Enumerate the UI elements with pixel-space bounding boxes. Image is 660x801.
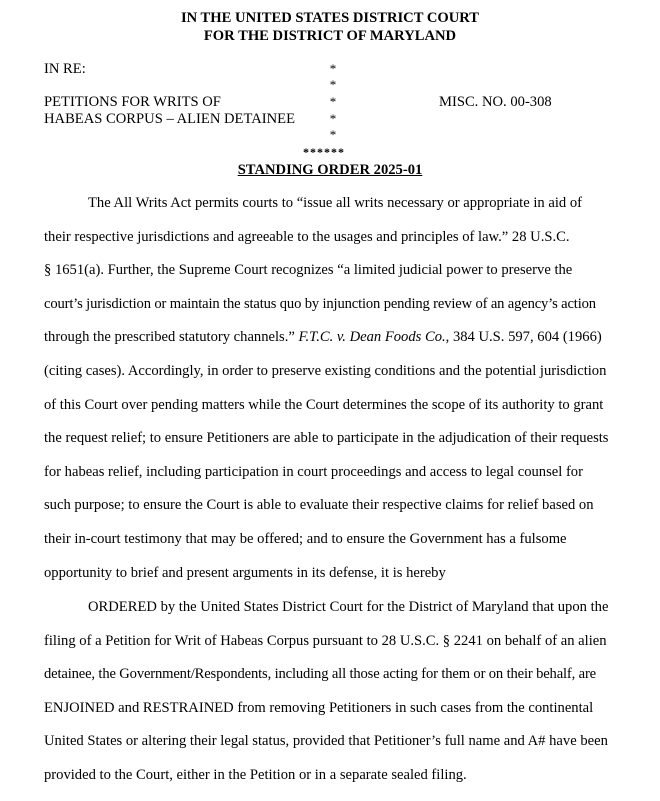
- case-citation: F.T.C. v. Dean Foods Co.: [298, 329, 446, 346]
- petition-title-line-2: HABEAS CORPUS – ALIEN DETAINEE: [44, 111, 295, 127]
- paragraph-line: court’s jurisdiction or maintain the status quo by injunction pending review of an agency’s action: [44, 295, 596, 312]
- paragraph-1: [44, 187, 620, 590]
- paragraph-2: [44, 591, 620, 793]
- paragraph-line: opportunity to brief and present arguments in its defense, it is hereby: [44, 564, 446, 581]
- court-name-line-2: FOR THE DISTRICT OF MARYLAND: [203, 28, 457, 44]
- caption-star: *: [329, 127, 337, 142]
- caption-star: *: [329, 61, 337, 76]
- paragraph-line: filing of a Petition for Writ of Habeas Corpus pursuant to 28 U.S.C. § 2241 on behalf of an alien: [44, 632, 607, 649]
- paragraph-line: for habeas relief, including participation in court proceedings and access to legal counsel for: [44, 463, 583, 480]
- paragraph-line: the request relief; to ensure Petitioners are able to participate in the adjudication of their requests: [44, 430, 609, 447]
- paragraph-line: their respective jurisdictions and agreeable to the usages and principles of law.” 28 U.S.C.: [44, 228, 570, 245]
- paragraph-line: United States or altering their legal status, provided that Petitioner’s full name and A# have been: [44, 733, 608, 750]
- paragraph-line: through the prescribed statutory channels.” F.T.C. v. Dean Foods Co., 384 U.S. 597, 604 (1966): [44, 329, 602, 346]
- paragraph-line: The All Writs Act permits courts to “issue all writs necessary or appropriate in aid of: [88, 195, 582, 211]
- caption-star: *: [329, 77, 337, 92]
- court-name-line-1: IN THE UNITED STATES DISTRICT COURT: [180, 10, 480, 26]
- paragraph-line: ENJOINED and RESTRAINED from removing Petitioners in such cases from the continental: [44, 699, 594, 716]
- paragraph-line: (citing cases). Accordingly, in order to preserve existing conditions and the potential jurisdiction: [44, 362, 607, 379]
- order-title: STANDING ORDER 2025-01: [237, 162, 423, 178]
- paragraph-line: § 1651(a). Further, the Supreme Court recognizes “a limited judicial power to preserve the: [44, 262, 573, 279]
- paragraph-line: ORDERED by the United States District Court for the District of Maryland that upon the: [88, 599, 609, 615]
- caption-star-row: ******: [303, 145, 345, 159]
- in-re-label: IN RE:: [44, 61, 86, 77]
- caption-star: *: [329, 94, 337, 109]
- paragraph-line: their in-court testimony that may be offered; and to ensure the Government has a fulsome: [44, 530, 567, 547]
- paragraph-line: provided to the Court, either in the Petition or in a separate sealed filing.: [44, 766, 467, 783]
- case-number: MISC. NO. 00-308: [439, 94, 552, 110]
- paragraph-line: of this Court over pending matters while the Court determines the scope of its authority to grant: [44, 396, 604, 413]
- petition-title-line-1: PETITIONS FOR WRITS OF: [44, 94, 221, 110]
- caption-star: *: [329, 111, 337, 126]
- paragraph-line: such purpose; to ensure the Court is able to evaluate their respective claims for relief based on: [44, 497, 594, 514]
- paragraph-line: detainee, the Government/Respondents, including all those acting for them or on their behalf, are: [44, 666, 596, 683]
